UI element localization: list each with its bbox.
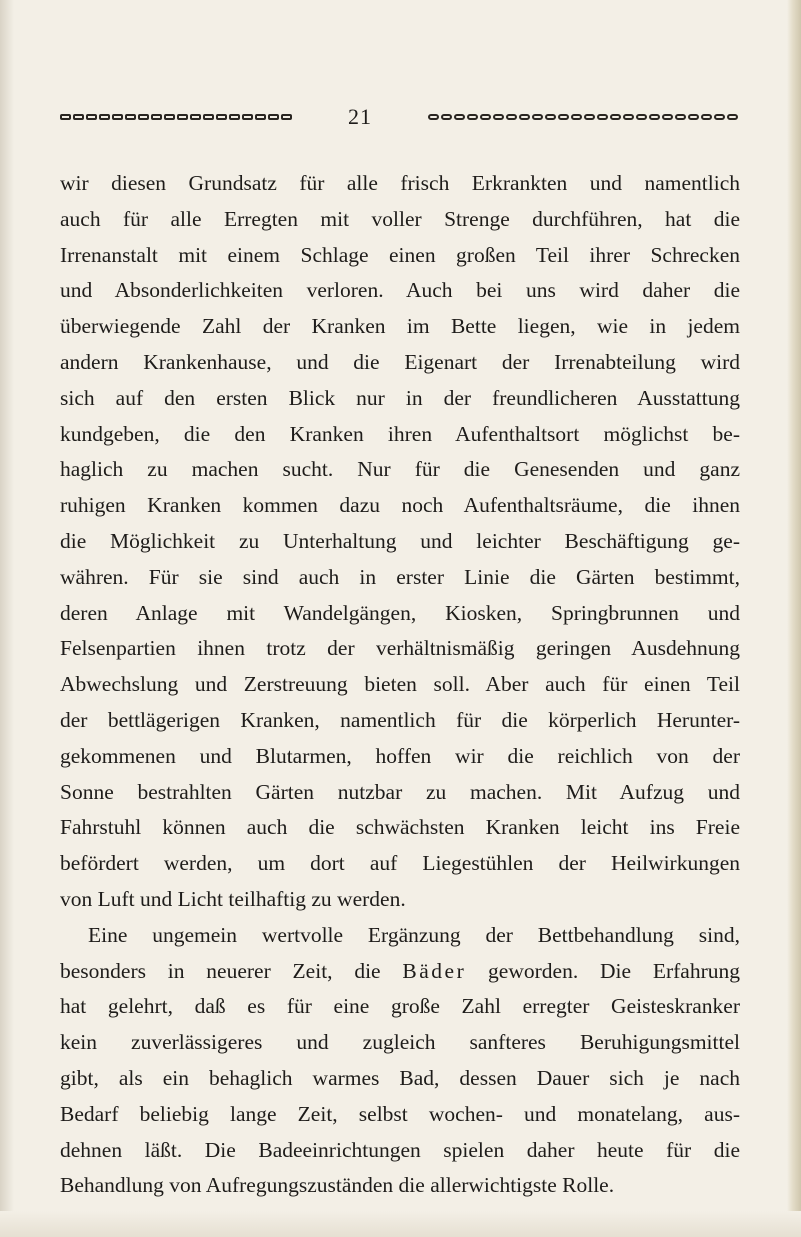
text-line: von Luft und Licht teilhaftig zu werden. [60,886,406,911]
text-segment: geworden. Die Erfahrung [466,958,740,983]
header-ornament-right [428,114,738,120]
text-line: überwiegende Zahl der Kranken im Bette liegen, wie in jedem [60,314,740,339]
page-edge [787,0,801,1237]
paragraph-1 [60,166,740,918]
page-shadow [0,0,14,1237]
text-line: kein zuverlässigeres und zugleich sanfteres Beruhigungsmittel [60,1030,740,1055]
text-line: Behandlung von Aufregungszuständen die allerwichtigste Rolle. [60,1173,615,1198]
paragraph-2 [60,918,740,1204]
text-line: der bettlägerigen Kranken, namentlich für die körperlich Herunter- [60,707,740,732]
header-ornament-left [60,114,292,120]
text-line: kundgeben, die den Kranken ihren Aufenthaltsort möglichst be- [60,421,740,446]
text-line: Abwechslung und Zerstreuung bieten soll. Aber auch für einen Teil [60,672,740,697]
text-line: deren Anlage mit Wandelgängen, Kiosken, Springbrunnen und [60,600,740,625]
text-line: auch für alle Erregten mit voller Strenge durchführen, hat die [60,206,740,231]
text-line: Bedarf beliebig lange Zeit, selbst wochen- und monatelang, aus- [60,1101,740,1126]
text-line: wir diesen Grundsatz für alle frisch Erkrankten und namentlich [60,171,740,195]
text-line: und Absonderlichkeiten verloren. Auch bei uns wird daher die [60,278,740,303]
text-line: Irrenanstalt mit einem Schlage einen großen Teil ihrer Schrecken [60,242,740,267]
text-line: die Möglichkeit zu Unterhaltung und leichter Beschäftigung ge- [60,528,740,553]
page-bottom-edge [0,1211,801,1237]
text-line: gekommenen und Blutarmen, hoffen wir die reichlich von der [60,743,740,768]
text-line: haglich zu machen sucht. Nur für die Genesenden und ganz [60,457,740,482]
text-line: sich auf den ersten Blick nur in der freundlicheren Ausstattung [60,385,740,410]
text-line: hat gelehrt, daß es für eine große Zahl erregter Geisteskranker [60,994,740,1019]
text-line: währen. Für sie sind auch in erster Linie die Gärten bestimmt, [60,564,740,589]
text-line: Eine ungemein wertvolle Ergänzung der Bettbehandlung sind, [88,922,740,947]
text-line: befördert werden, um dort auf Liegestühlen der Heilwirkungen [60,851,740,876]
text-line: gibt, als ein behaglich warmes Bad, dessen Dauer sich je nach [60,1065,740,1090]
text-line: andern Krankenhause, und die Eigenart der Irrenabteilung wird [60,349,740,374]
running-header [60,100,738,134]
body-text [60,166,740,1204]
text-segment: besonders in neuerer Zeit, die [60,958,403,983]
emphasized-word: Bäder [402,958,467,983]
text-line: dehnen läßt. Die Badeeinrichtungen spielen daher heute für die [60,1137,740,1162]
text-line: Fahrstuhl können auch die schwächsten Kranken leicht ins Freie [60,815,740,840]
text-line [60,954,740,990]
text-line: Felsenpartien ihnen trotz der verhältnismäßig geringen Ausdehnung [60,636,740,661]
page-number: 21 [348,104,372,129]
text-line: ruhigen Kranken kommen dazu noch Aufenthaltsräume, die ihnen [60,493,740,518]
text-line: Sonne bestrahlten Gärten nutzbar zu machen. Mit Aufzug und [60,779,740,804]
